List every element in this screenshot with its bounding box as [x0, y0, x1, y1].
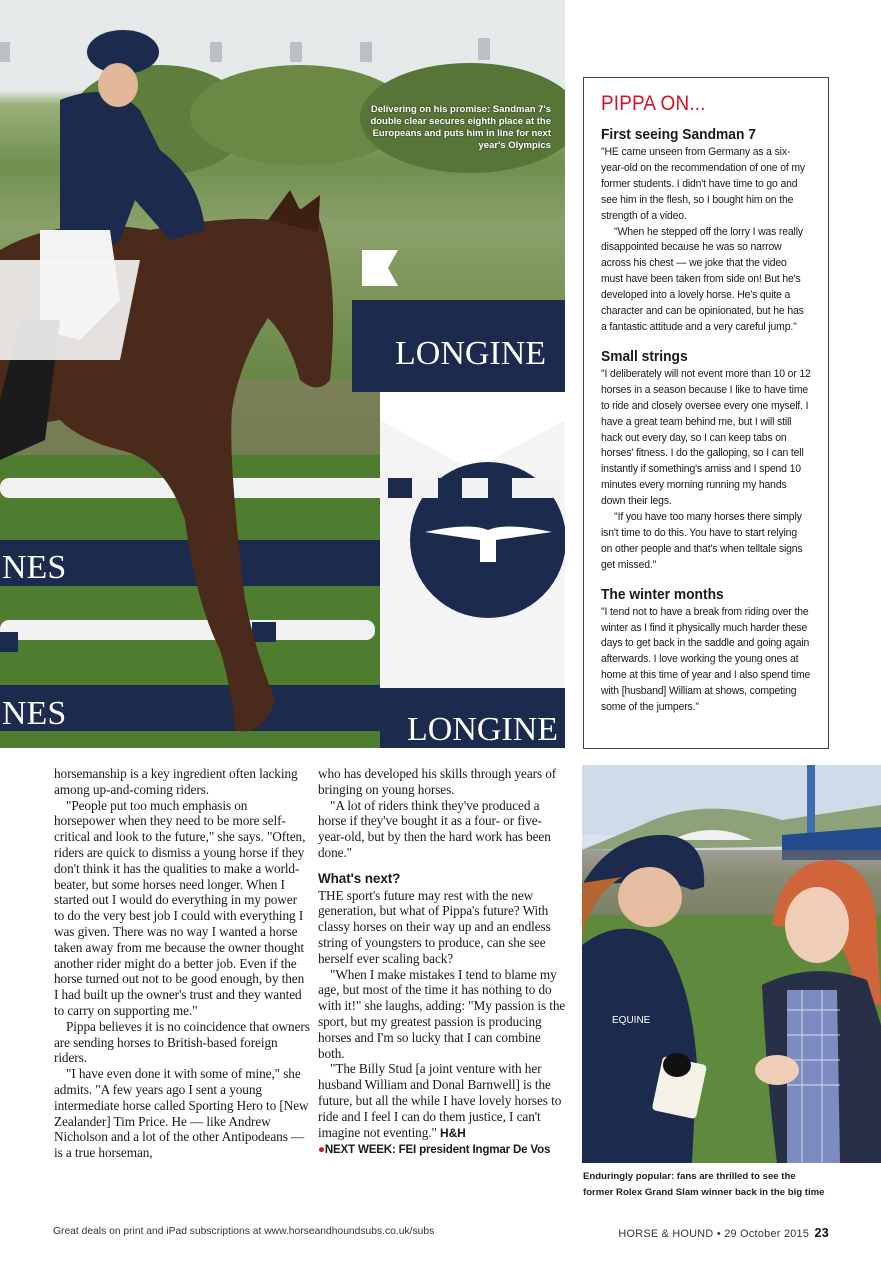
article-paragraph: "I have even done it with some of mine," she admits. "A few years ago I sent a young intermediate horse called Sporting Hero to [New Zealander] Tim Price. He — like Andrew Nicholson and a lot of the other Antipodeans — is a true horseman,: [54, 1066, 309, 1161]
sidebar-paragraph: "If you have too many horses there simply isn't time to do this. You have to start relying on other people and that's when telltale signs get missed.": [601, 511, 803, 571]
jacket-logo-text: EQUINE: [612, 1015, 651, 1026]
sidebar-section-small-strings: [601, 348, 812, 574]
article-column-2: [318, 766, 568, 1158]
sidebar-section-first-seeing: [601, 126, 812, 336]
next-week-text: NEXT WEEK: FEI president Ingmar De Vos: [324, 1143, 551, 1157]
sponsor-upper-text: LONGINE: [395, 335, 547, 372]
sidebar-title: PIPPA ON...: [601, 92, 706, 115]
sidebar-section-winter-months: [601, 586, 812, 716]
caption-line: Enduringly popular: fans are thrilled to see the: [583, 1171, 796, 1182]
article-paragraph: Pippa believes it is no coincidence that owners are sending horses to British-based foreign riders.: [54, 1018, 310, 1066]
main-photo: [0, 0, 565, 748]
sidebar-paragraph: "HE came unseen from Germany as a six-year-old on the recommendation of one of my former students. I didn't have time to go and see him in the flesh, so I bought him on the strength of a video.: [601, 146, 805, 222]
bullet-dot-icon: ●: [318, 1143, 325, 1157]
article-paragraph: "People put too much emphasis on horsepower when they need to be more self-critical and look to the future," she says. "Often, riders are quick to dismiss a young horse if they don't think it has the qualities to make a world-beater, but some horses need longer. When I started out I would do everything in my power to do the very best job I could with everything I was given. There was no way I wanted a horse taken away from me because the owner thought another rider might do a better job. Even if the horse turned out not to be good enough, by then I had built up the owner's trust and they wanted to carry on supporting me.": [54, 797, 306, 1018]
article-paragraph: horsemanship is a key ingredient often lacking among up-and-coming riders.: [54, 766, 298, 797]
footer-separator: •: [716, 1228, 721, 1240]
sidebar-paragraph: "When he stepped off the lorry I was really disappointed because he was so narrow across his chest — we joke that the video must have been taken from side on! But he's developed into a lovely horse. He's quite a character and can be opinionated, but he has a fantastic attitude and a very careful jump.": [601, 225, 804, 333]
article-paragraph: "When I make mistakes I tend to blame my age, but most of the time it has nothing to do with it!" she laughs, adding: "My passion is the sport, but my greatest passion is producing horses and I'm so lucky that I can combine both.: [318, 966, 566, 1061]
sidebar-section-heading: First seeing Sandman 7: [601, 126, 756, 143]
article-column-1: [54, 766, 310, 1161]
sidebar-section-heading: The winter months: [601, 585, 724, 603]
sidebar-section-heading: Small strings: [601, 347, 688, 365]
page-footer: [618, 1226, 829, 1240]
caption-line: former Rolex Grand Slam winner back in the big time: [583, 1187, 825, 1198]
article-subheading: What's next?: [318, 870, 401, 886]
next-week-teaser: [318, 1142, 568, 1158]
final-paragraph-text: "The Billy Stud [a joint venture with her husband William and Donal Barnwell] is the future, but all the while I have lovely horses to ride and I feel I can do them justice, I can't imagine not eventing.": [318, 1061, 562, 1140]
main-photo-caption: Delivering on his promise: Sandman 7's double clear secures eighth place at the Europeans and puts him in line for next year's Olympics: [370, 104, 551, 151]
sidebar-paragraph: "I deliberately will not event more than 10 or 12 horses in a season because I like to have time to ride and closely oversee every one myself. I have a great team behind me, but I will still hack out every day, so I can keep tabs on horses' fitness. I do the galloping, so I can tell instantly if something's amiss and I spend 10 minutes every morning running my hands down their legs.: [601, 367, 811, 508]
issue-date: 29 October 2015: [724, 1228, 810, 1240]
article-paragraph-final: [318, 1061, 568, 1141]
fans-photo-caption: [583, 1169, 873, 1201]
publication-name: HORSE & HOUND: [618, 1228, 714, 1240]
article-paragraph: THE sport's future may rest with the new generation, but what of Pippa's future? With classy horses on their way up and an endless string of youngsters to produce, can she see herself ever scaling back?: [318, 887, 551, 966]
hh-signature: H&H: [440, 1125, 466, 1140]
banner-upper-text: NES: [2, 549, 67, 586]
pippa-on-sidebar: [583, 77, 829, 749]
rider-with-fan-illustration: [582, 765, 881, 1163]
banner-lower-text: NES: [2, 695, 67, 732]
article-paragraph: "A lot of riders think they've produced a horse if they've bought it as a four- or five-year-old, but by then the hard work has been done.": [318, 797, 551, 860]
article-paragraph: who has developed his skills through years of bringing on young horses.: [318, 766, 557, 797]
fans-photo: [582, 765, 881, 1163]
page-number: 23: [814, 1226, 829, 1240]
subscription-promo: Great deals on print and iPad subscriptions at www.horseandhoundsubs.co.uk/subs: [53, 1226, 435, 1237]
sponsor-lower-text: LONGINE: [407, 711, 559, 748]
sidebar-paragraph: "I tend not to have a break from riding over the winter as I find it physically much harder these days to get back in the saddle and going again afterwards. I love working the young ones at home at this time of year and I also spend time with [husband] William at shows, competing some of the jumpers.": [601, 605, 811, 714]
